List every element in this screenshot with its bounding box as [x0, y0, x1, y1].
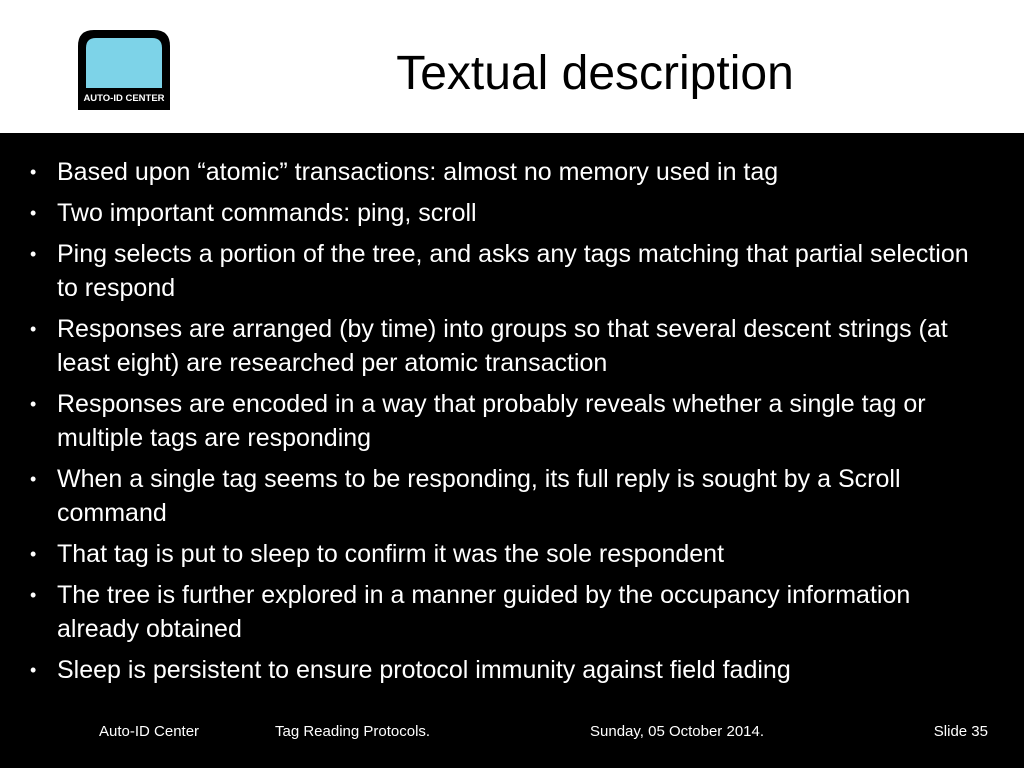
- bullet-text: Responses are encoded in a way that probably reveals whether a single tag or multiple tags are responding: [57, 390, 926, 452]
- bullet-text: Based upon “atomic” transactions: almost no memory used in tag: [57, 158, 779, 186]
- bullet-item: [30, 537, 990, 571]
- footer-date: Sunday, 05 October 2014.: [590, 723, 765, 740]
- bullet-item: [30, 387, 990, 455]
- bullet-item: [30, 653, 990, 687]
- footer-organization: Auto-ID Center: [99, 723, 200, 740]
- bullet-icon: •: [30, 585, 37, 605]
- bullet-item: [30, 312, 990, 380]
- svg-text:AUTO-ID CENTER: AUTO-ID CENTER: [83, 93, 165, 104]
- bullet-icon: •: [30, 244, 37, 264]
- slide-title: Textual description: [396, 47, 794, 100]
- bullet-icon: •: [30, 394, 37, 414]
- bullet-text: Ping selects a portion of the tree, and asks any tags matching that partial selection to respond: [57, 240, 969, 302]
- bullet-item: [30, 237, 990, 305]
- bullet-icon: •: [30, 544, 37, 564]
- bullet-icon: •: [30, 469, 37, 489]
- bullet-list: [30, 155, 990, 694]
- bullet-text: When a single tag seems to be responding, its full reply is sought by a Scroll command: [57, 465, 901, 527]
- bullet-item: [30, 196, 990, 230]
- bullet-text: Two important commands: ping, scroll: [57, 199, 477, 227]
- bullet-text: Responses are arranged (by time) into groups so that several descent strings (at least eight) are researched per atomic transaction: [57, 315, 948, 377]
- bullet-icon: •: [30, 660, 37, 680]
- slide-body: [0, 133, 1024, 768]
- bullet-icon: •: [30, 162, 37, 182]
- slide-number: Slide 35: [933, 723, 988, 740]
- slide-header: [0, 0, 1024, 133]
- bullet-item: [30, 155, 990, 189]
- bullet-icon: •: [30, 203, 37, 223]
- bullet-item: [30, 462, 990, 530]
- bullet-text: Sleep is persistent to ensure protocol immunity against field fading: [57, 656, 791, 684]
- bullet-text: The tree is further explored in a manner guided by the occupancy information already obtained: [57, 581, 911, 643]
- bullet-icon: •: [30, 319, 37, 339]
- footer-topic: Tag Reading Protocols.: [275, 723, 431, 740]
- bullet-item: [30, 578, 990, 646]
- bullet-text: That tag is put to sleep to confirm it was the sole respondent: [57, 540, 725, 568]
- auto-id-center-logo: [76, 28, 172, 112]
